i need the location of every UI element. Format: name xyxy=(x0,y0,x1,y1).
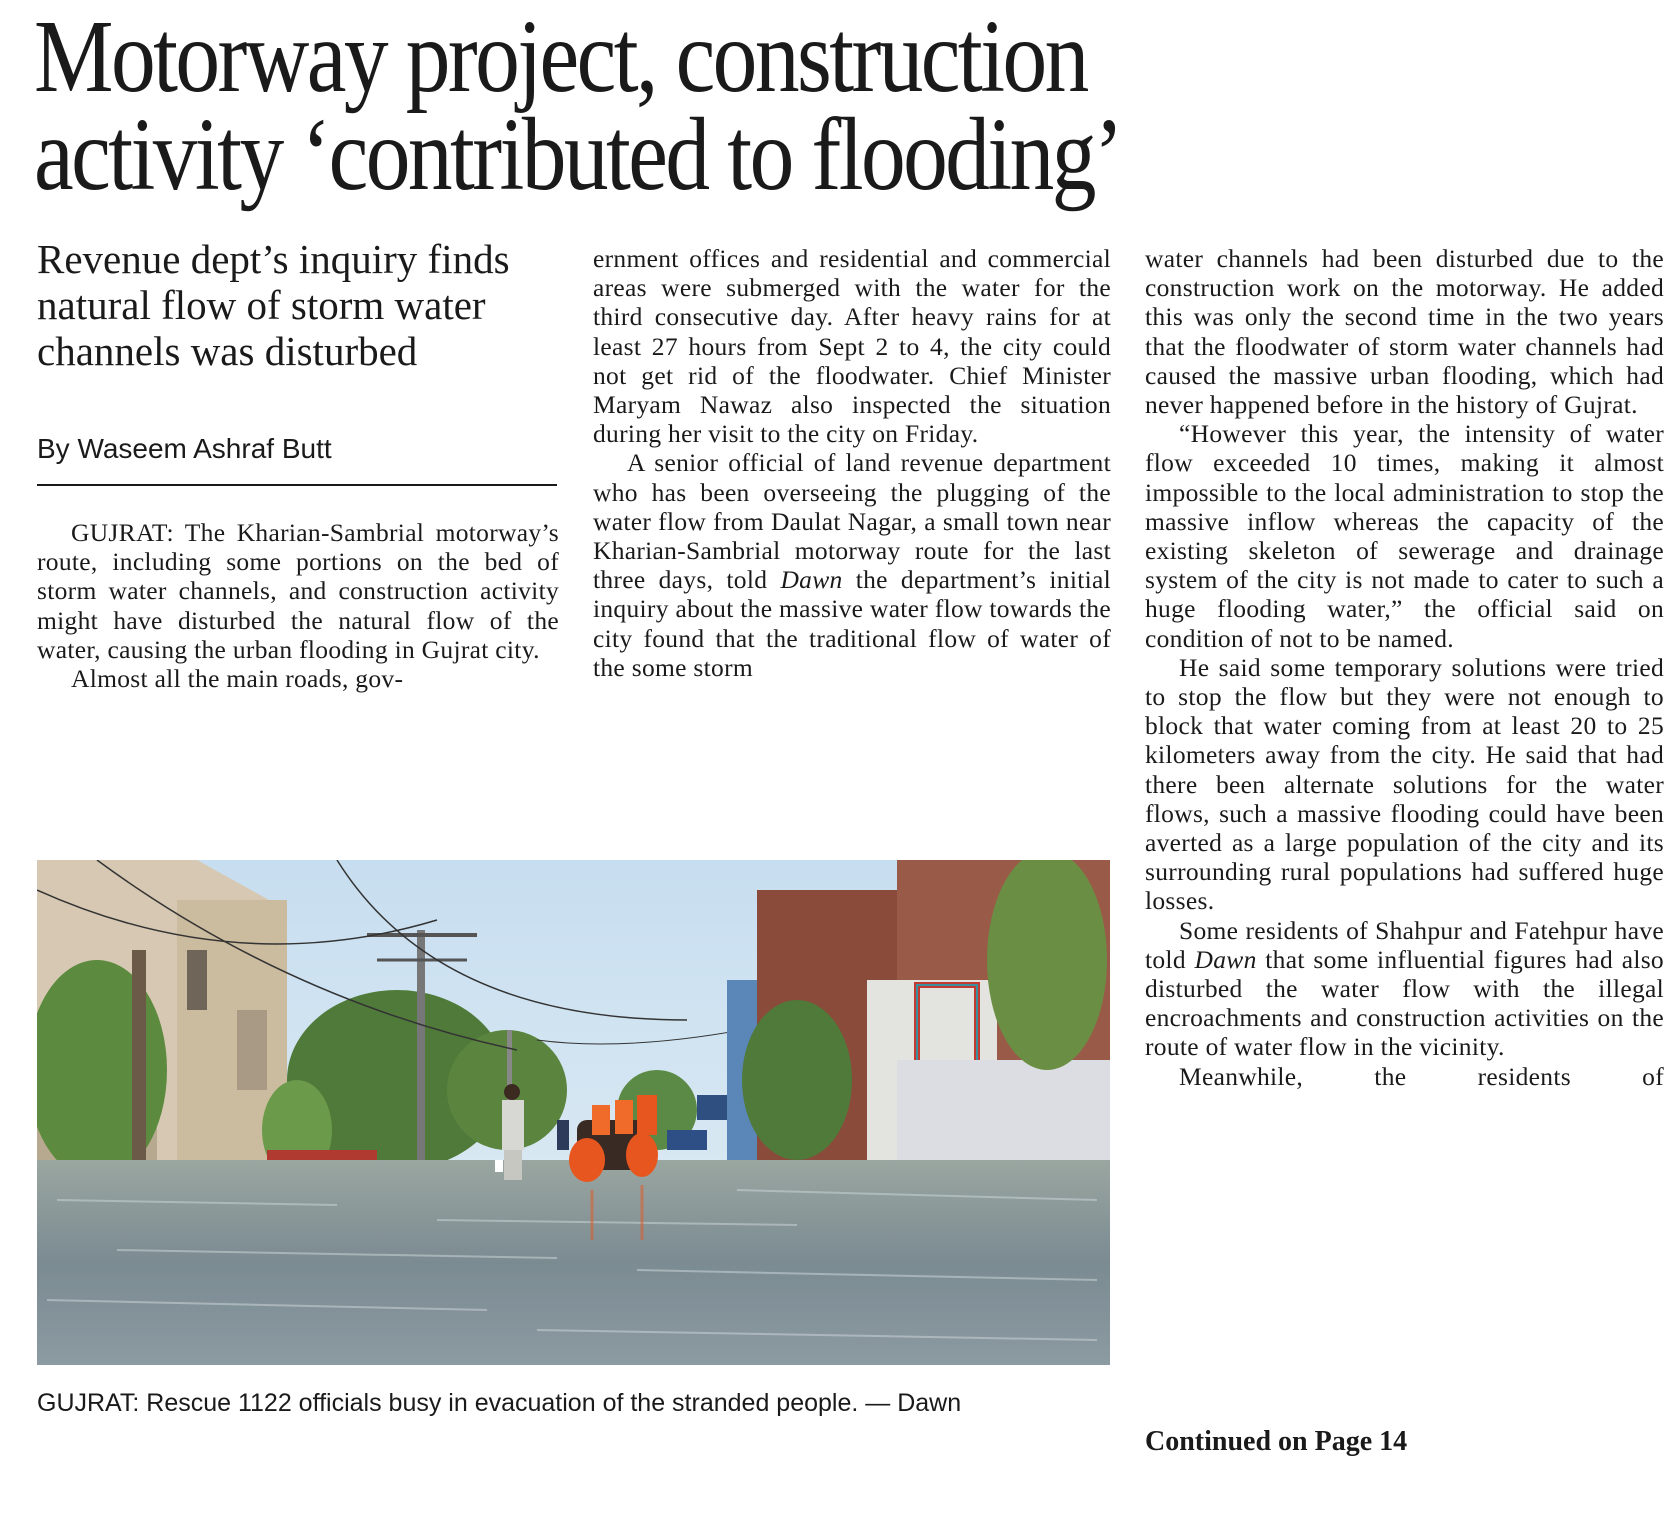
continued-link[interactable]: Continued on Page 14 xyxy=(1145,1426,1408,1457)
text-run: the department’s initial inquiry about the massive water flow towards the city found that the traditional flow of water of the some storm xyxy=(593,565,1111,682)
column-2 xyxy=(593,244,1111,682)
column-2-body xyxy=(593,244,1111,682)
subheadline: Revenue dept’s inquiry finds natural flow of storm water channels was disturbed xyxy=(37,236,510,374)
headline xyxy=(34,0,1410,212)
column-3-body xyxy=(1145,244,1664,1091)
text-run: that some influential figures had also disturbed the water flow with the illegal encroachments and construction activities on the route of water flow in the vicinity. xyxy=(1145,944,1664,1062)
column-1 xyxy=(37,236,559,693)
paragraph: GUJRAT: The Kharian-Sambrial motorway’s route, including some portions on the bed of storm water channels, and construction activity might have disturbed the natural flow of the water, causing the urban flooding in Gujrat city. xyxy=(37,518,559,664)
publication-name: Dawn xyxy=(1194,944,1257,974)
byline-rule xyxy=(37,484,557,486)
flooded-street-illustration xyxy=(37,860,1110,1365)
publication-name: Dawn xyxy=(780,565,843,595)
paragraph: ernment offices and residential and commercial areas were submerged with the water for the third consecutive day. After heavy rains for at least 27 hours from Sept 2 to 4, the city could not get rid of the floodwater. Chief Minister Maryam Nawaz also inspected the situation during her visit to the city on Friday. xyxy=(593,244,1111,449)
paragraph: He said some temporary solutions were tried to stop the flow but they were not enough to block that water coming from at least 20 to 25 kilometers away from the city. He said that had there been alternate solutions for the water flows, such a massive flooding could have been averted as a large population of the city and its surrounding rural populations had suffered huge losses. xyxy=(1145,652,1664,916)
paragraph xyxy=(593,448,1111,682)
paragraph: “However this year, the intensity of water flow exceeded 10 times, making it almost impossible to the local administration to stop the massive inflow whereas the capacity of the existing skeleton of sewerage and drainage system of the city is not made to cater to such a huge flooding water,” the official said on condition of not to be named. xyxy=(1145,419,1664,653)
headline-line-2: activity ‘contributed to flooding’ xyxy=(34,97,1122,212)
text-run: A senior official of land revenue department who has been overseeing the plugging of the water flow from Daulat Nagar, a small town near Kharian-Sambrial motorway route for the last three days, told xyxy=(593,448,1111,595)
photo-caption: GUJRAT: Rescue 1122 officials busy in evacuation of the stranded people. — Dawn xyxy=(37,1389,962,1417)
headline-line-1: Motorway project, construction xyxy=(34,0,1087,114)
paragraph: water channels had been disturbed due to the construction work on the motorway. He added this was only the second time in the two years that the floodwater of storm water channels had caused the massive urban flooding, which had never happened before in the history of Gujrat. xyxy=(1145,244,1664,420)
text-run: Some residents of Shahpur and Fatehpur have told xyxy=(1145,915,1664,974)
flood-photo xyxy=(37,860,1110,1365)
paragraph: Meanwhile, the residents of xyxy=(1179,1061,1664,1091)
byline: By Waseem Ashraf Butt xyxy=(37,433,332,464)
column-1-body xyxy=(37,518,559,693)
paragraph xyxy=(1145,916,1664,1062)
column-3 xyxy=(1145,244,1664,1091)
paragraph: Almost all the main roads, gov- xyxy=(71,664,404,694)
